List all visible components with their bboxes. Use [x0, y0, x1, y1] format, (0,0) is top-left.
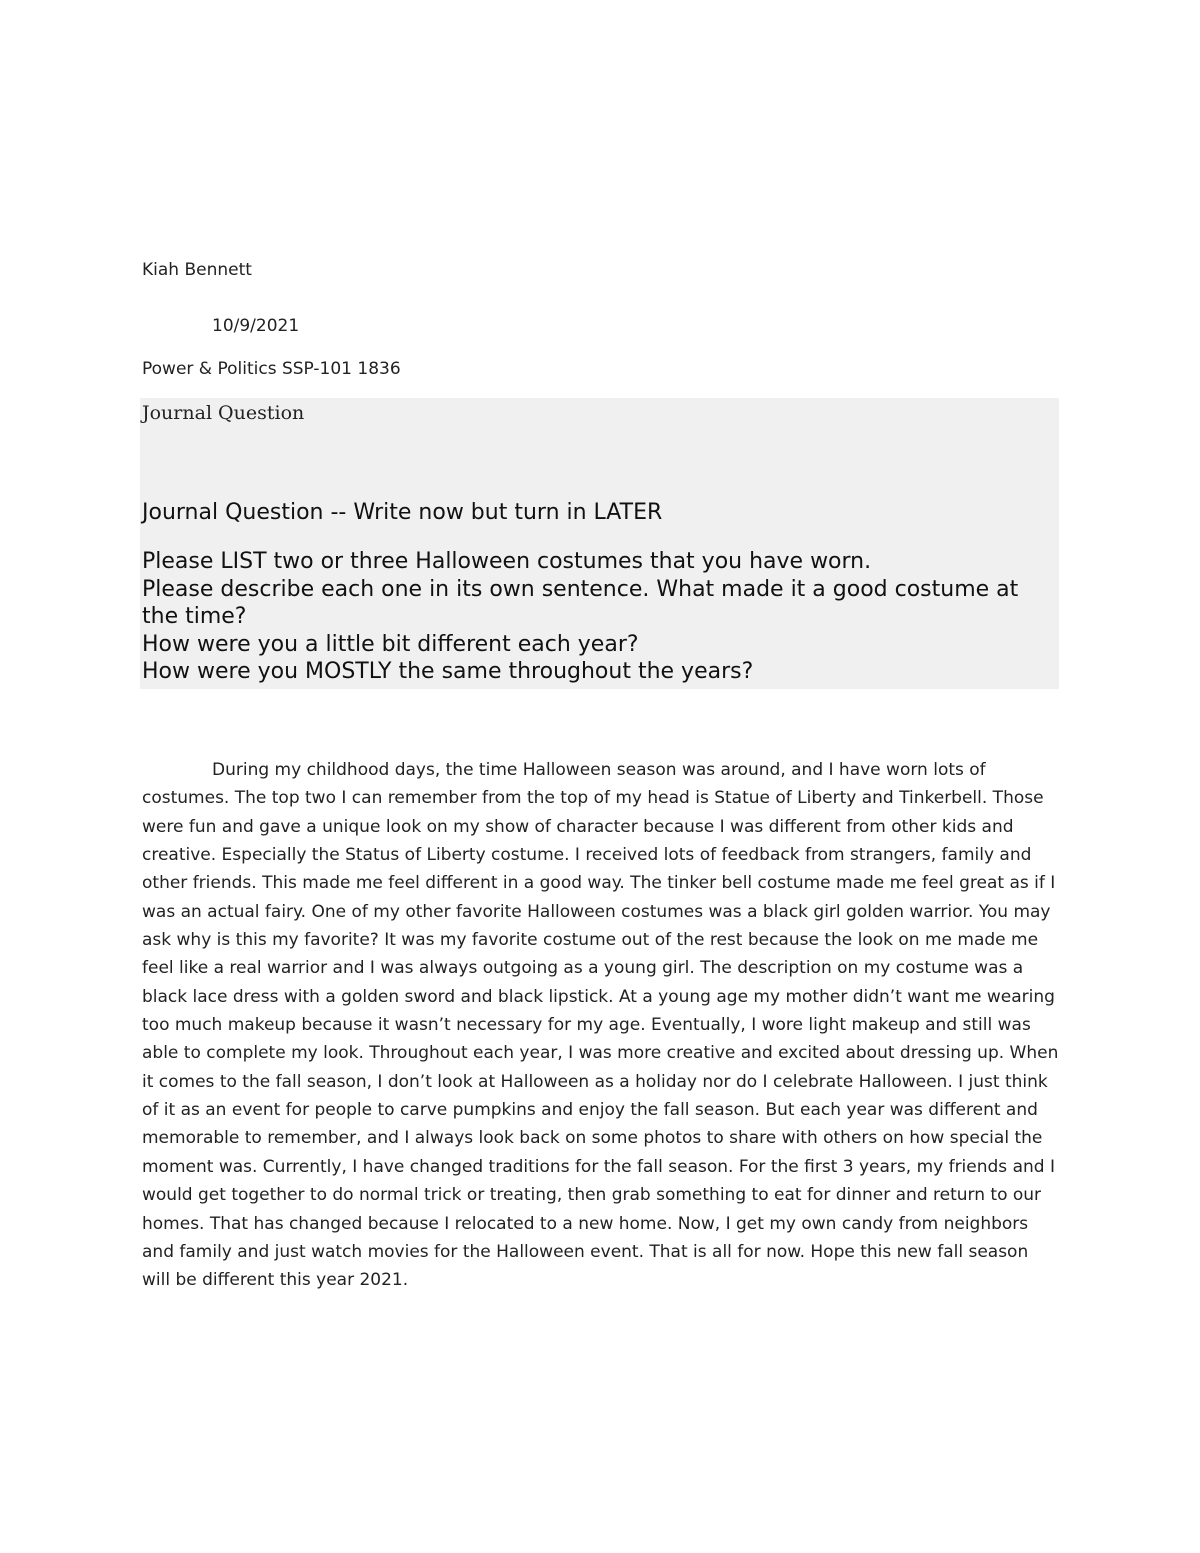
prompt-line: How were you a little bit different each year? [142, 631, 639, 657]
prompt-question-list [142, 548, 1057, 686]
prompt-line: How were you MOSTLY the same throughout the years? [142, 659, 754, 684]
author-name: Kiah Bennett [142, 260, 252, 280]
prompt-title: Journal Question -- Write now but turn in LATER [142, 500, 663, 525]
journal-prompt-box [140, 398, 1059, 689]
document-date: 10/9/2021 [212, 316, 300, 336]
essay-paragraph: During my childhood days, the time Halloween season was around, and I have worn lots of costumes. The top two I can remember from the top of my head is Statue of Liberty and Tinkerbell. Those were fun and gave a unique look on my show of character because I was different from other kids and creative. Especially the Status of Liberty costume. I received lots of feedback from strangers, family and other friends. This made me feel different in a good way. The tinker bell costume made me feel great as if I was an actual fairy. One of my other favorite Halloween costumes was a black girl golden warrior. You may ask why is this my favorite? It was my favorite costume out of the rest because the look on me made me feel like a real warrior and I was always outgoing as a young girl. The description on my costume was a black lace dress with a golden sword and black lipstick. At a young age my mother didn’t want me wearing too much makeup because it wasn’t necessary for my age. Eventually, I wore light makeup and still was able to complete my look. Throughout each year, I was more creative and excited about dressing up. When it comes to the fall season, I don’t look at Halloween as a holiday nor do I celebrate Halloween. I just think of it as an event for people to carve pumpkins and enjoy the fall season. But each year was different and memorable to remember, and I always look back on some photos to share with others on how special the moment was. Currently, I have changed traditions for the fall season. For the first 3 years, my friends and I would get together to do normal trick or treating, then grab something to eat for dinner and return to our homes. That has changed because I relocated to a new home. Now, I get my own candy from neighbors and family and just watch movies for the Halloween event. That is all for now. Hope this new fall season will be different this year 2021. [142, 760, 1059, 1291]
course-name: Power & Politics SSP-101 1836 [142, 359, 401, 379]
prompt-heading: Journal Question [142, 402, 305, 424]
prompt-line: Please LIST two or three Halloween costumes that you have worn. [142, 549, 872, 574]
prompt-line: Please describe each one in its own sentence. What made it a good costume at the time? [142, 576, 1019, 629]
